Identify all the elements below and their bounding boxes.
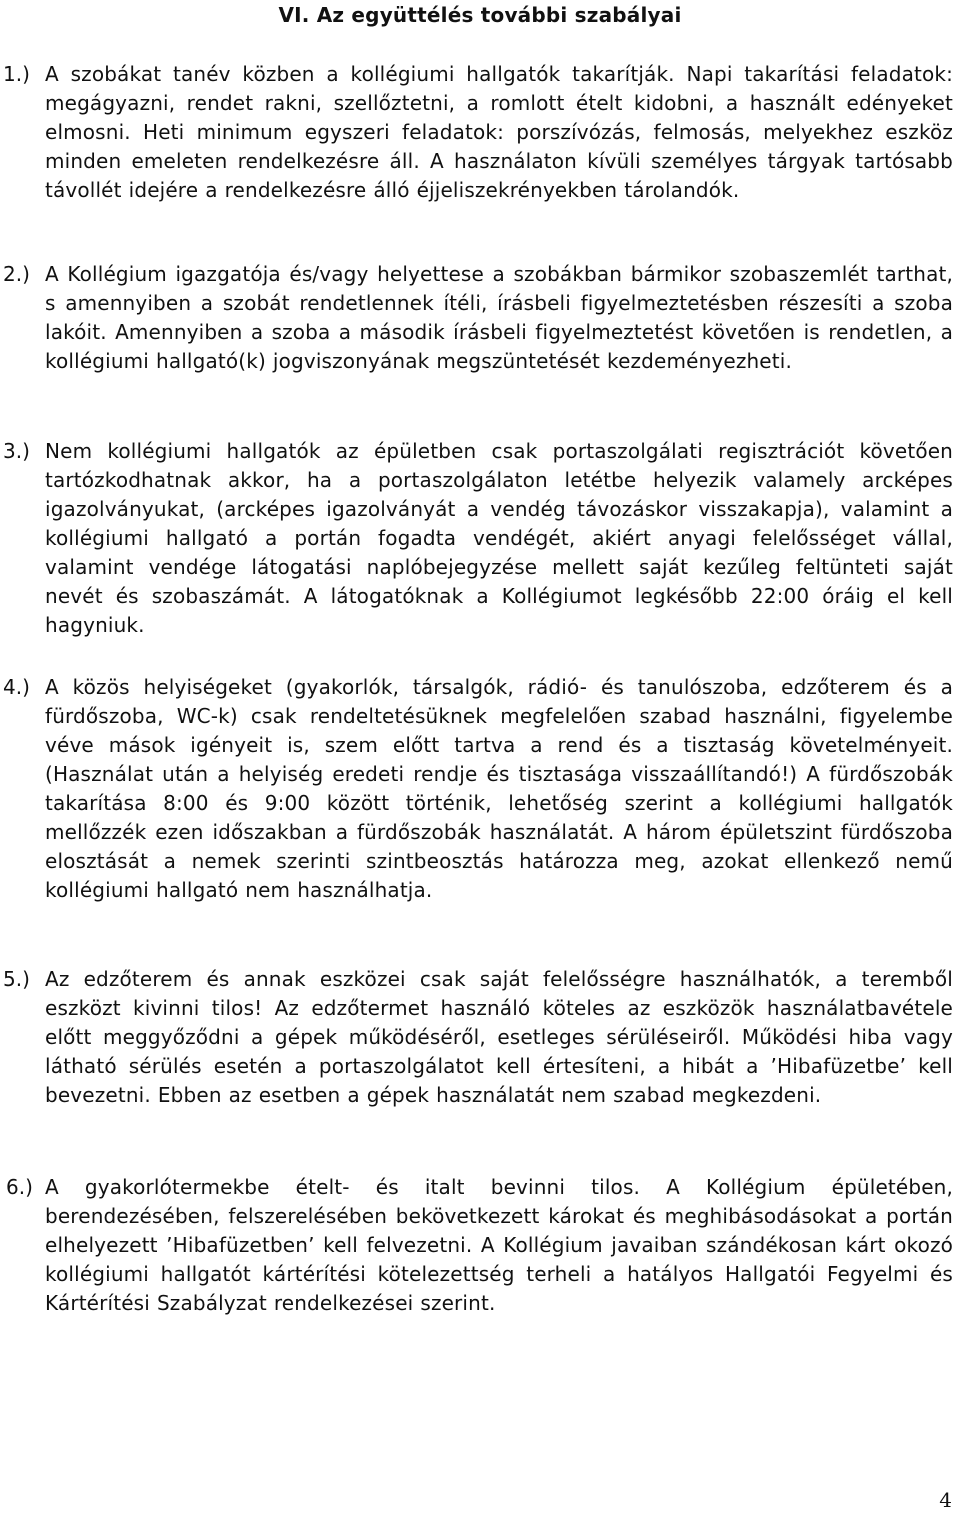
rule-text: A közös helyiségeket (gyakorlók, társalgók, rádió- és tanulószoba, edzőterem és a fürdőszoba, WC-k) csak rendeltetésüknek megfelelően szabad használni, figyelembe véve mások igényeit is, szem előtt tartva a rend és a tisztaság követelményeit. (Használat után a helyiség eredeti rendje és tisztasága visszaállítandó!) A fürdőszobák takarítása 8:00 és 9:00 között történik, lehetőség szerint a kollégiumi hallgatók mellőzzék ezen időszakban a fürdőszobák használatát. A három épületszint fürdőszoba elosztását a nemek szerinti szintbeosztás határozza meg, azokat ellenkező nemű kollégiumi hallgató nem használhatja. [45,675,953,902]
rule-number: 6.) [6,1175,33,1199]
rule-number: 3.) [3,439,30,463]
page-number: 4 [939,1488,952,1512]
rule-text: A szobákat tanév közben a kollégiumi hallgatók takarítják. Napi takarítási feladatok: megágyazni, rendet rakni, szellőztetni, a romlott ételt kidobni, a használt edényeket elmosni. Heti minimum egyszeri feladatok: porszívózás, felmosás, melyekhez eszköz minden emeleten rendelkezésre áll. A használaton kívüli személyes tárgyak tartósabb távollét idejére a rendelkezésre álló éjjeliszekrényekben tárolandók. [45,62,953,202]
rule-text: A Kollégium igazgatója és/vagy helyettese a szobákban bármikor szobaszemlét tarthat, s amennyiben a szobát rendetlennek ítéli, írásbeli figyelmeztetésben részesíti a szoba lakóit. Amennyiben a szoba a második írásbeli figyelmeztetést követően is rendetlen, a kollégiumi hallgató(k) jogviszonyának megszüntetését kezdeményezheti. [45,262,953,373]
rule-text: Az edzőterem és annak eszközei csak saját felelősségre használhatók, a teremből eszközt kivinni tilos! Az edzőtermet használó köteles az eszközök használatbavétele előtt meggyőződni a gépek működéséről, esetleges sérüléseiről. Működési hiba vagy látható sérülés esetén a portaszolgálatot kell értesíteni, a hibát a ’Hibafüzetbe’ kell bevezetni. Ebben az esetben a gépek használatát nem szabad megkezdeni. [45,967,953,1107]
rule-text: Nem kollégiumi hallgatók az épületben csak portaszolgálati regisztrációt követően tartózkodhatnak akkor, ha a portaszolgálaton letétbe helyezik valamely arcképes igazolványukat, (arcképes igazolványát a vendég távozáskor visszakapja), valamint a kollégiumi hallgató a portán fogadta vendégét, akiért anyagi felelősséget vállal, valamint vendége látogatási naplóbejegyzése mellett saját kezűleg feltünteti saját nevét és szobaszámát. A látogatóknak a Kollégiumot legkésőbb 22:00 óráig el kell hagyniuk. [45,439,953,637]
section-title: VI. Az együttélés további szabályai [278,3,682,27]
rule-number: 5.) [3,967,30,991]
rule-number: 1.) [3,62,30,86]
rule-number: 4.) [3,675,30,699]
rule-text: A gyakorlótermekbe ételt- és italt bevinni tilos. A Kollégium épületében, berendezésében, felszerelésében bekövetkezett károkat és meghibásodásokat a portán elhelyezett ’Hibafüzetben’ kell felvezetni. A Kollégium javaiban szándékosan kárt okozó kollégiumi hallgatót kártérítési kötelezettség terheli a hatályos Hallgatói Fegyelmi és Kártérítési Szabályzat rendelkezései szerint. [45,1175,953,1315]
rule-number: 2.) [3,262,30,286]
